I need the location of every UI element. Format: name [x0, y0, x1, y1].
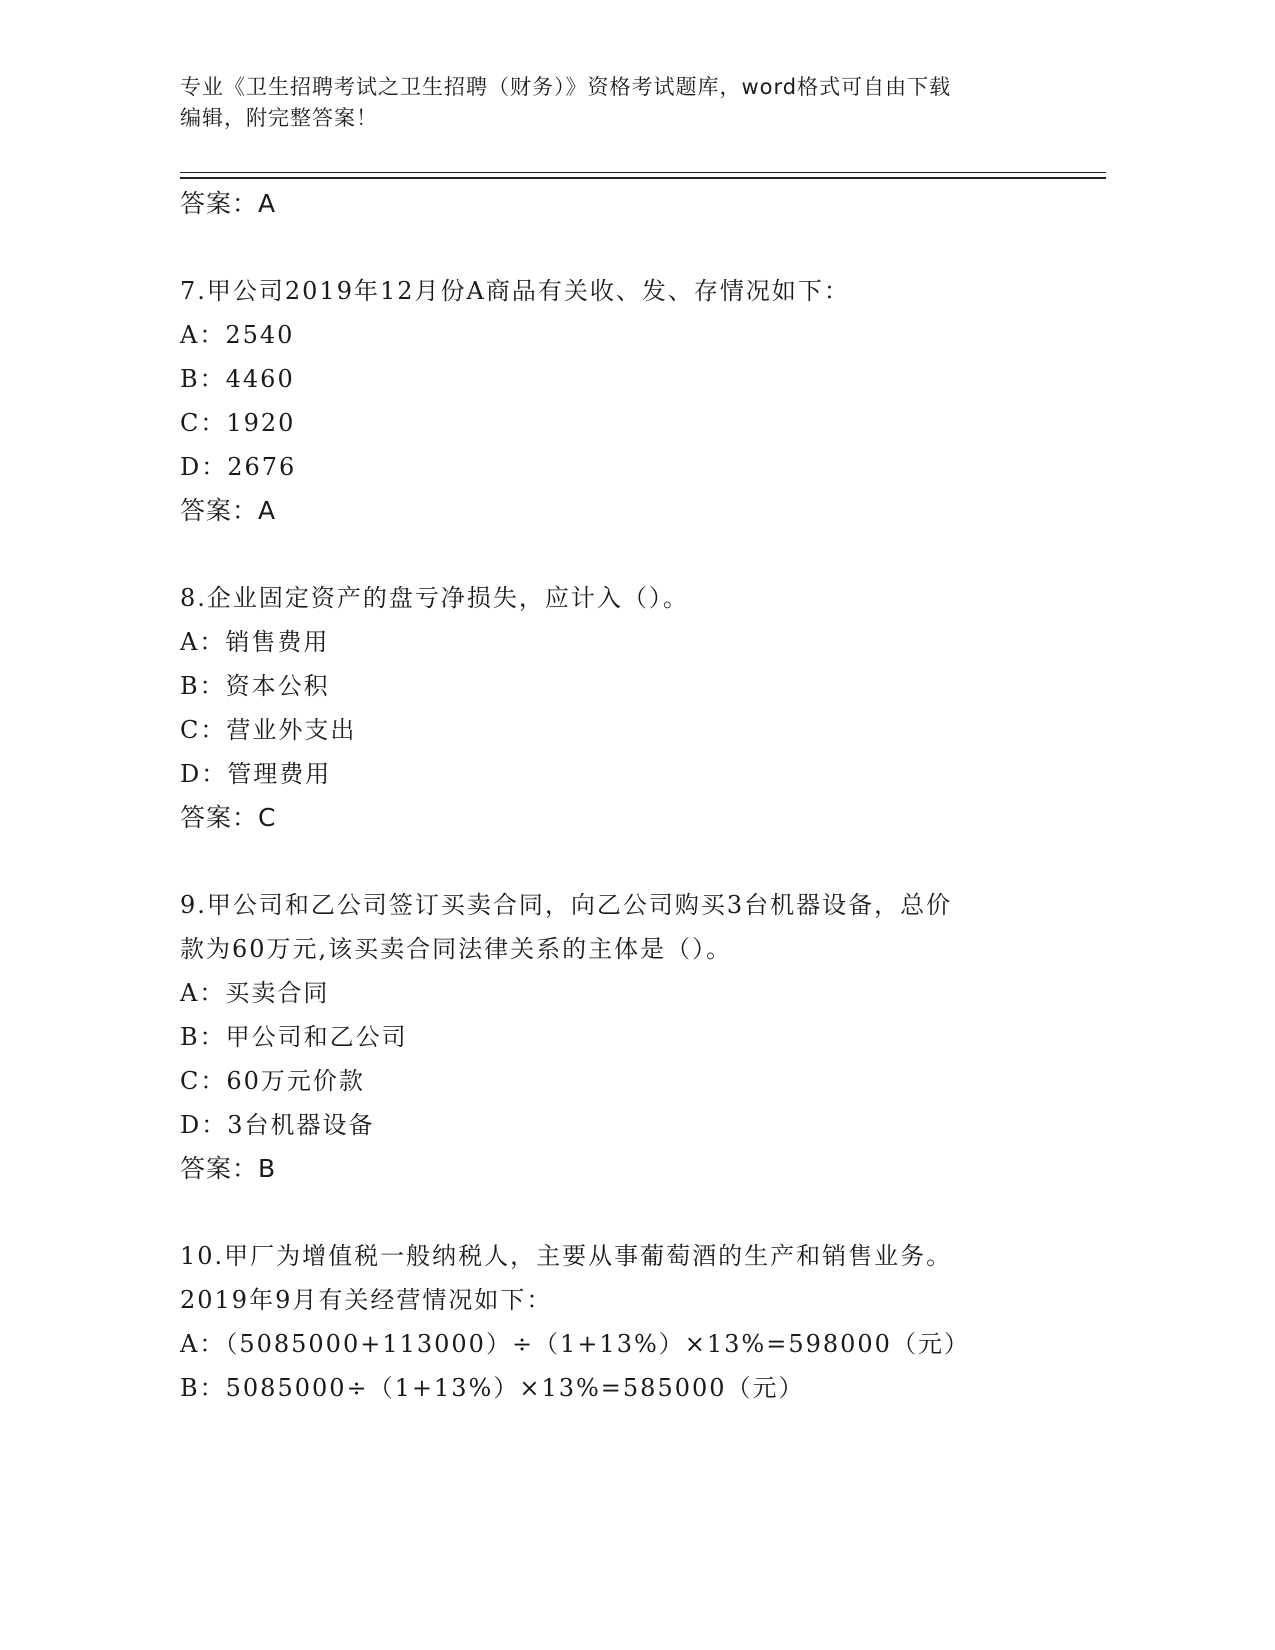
option-d: D：3台机器设备: [180, 1111, 375, 1139]
question-list: [180, 182, 1100, 1410]
option-a: A：2540: [180, 321, 295, 349]
question-9: [180, 883, 1100, 1191]
question-stem: 7.甲公司2019年12月份A商品有关收、发、存情况如下：: [180, 277, 850, 305]
option-c: C：营业外支出: [180, 716, 357, 744]
header-line-2: 编辑，附完整答案！: [180, 106, 378, 130]
header-divider-thick: [180, 177, 1106, 179]
question-stem-line-1: 10.甲厂为增值税一般纳税人，主要从事葡萄酒的生产和销售业务。: [180, 1242, 953, 1270]
spacer: [180, 1191, 1100, 1234]
header-divider-thin: [180, 172, 1106, 173]
option-d: D：2676: [180, 453, 297, 481]
question-stem-line-1: 9.甲公司和乙公司签订买卖合同，向乙公司购买3台机器设备，总价: [180, 891, 953, 919]
option-b: B：5085000÷（1+13%）×13%=585000（元）: [180, 1374, 805, 1402]
option-b: B：4460: [180, 365, 295, 393]
answer-q6: 答案：A: [180, 189, 277, 218]
question-7: [180, 269, 1100, 533]
option-a: A：买卖合同: [180, 979, 330, 1007]
spacer: [180, 226, 1100, 269]
option-c: C：1920: [180, 409, 296, 437]
option-c: C：60万元价款: [180, 1067, 365, 1095]
option-d: D：管理费用: [180, 760, 332, 788]
option-a: A：（5085000+113000）÷（1+13%）×13%=598000（元）: [180, 1330, 970, 1358]
header-line-1: 专业《卫生招聘考试之卫生招聘（财务）》资格考试题库，word格式可自由下载: [180, 75, 952, 99]
answer-q9: 答案：B: [180, 1154, 277, 1183]
question-stem-line-2: 款为60万元,该买卖合同法律关系的主体是（）。: [180, 935, 733, 963]
option-b: B：资本公积: [180, 672, 330, 700]
spacer: [180, 533, 1100, 576]
option-a: A：销售费用: [180, 628, 330, 656]
answer-q7: 答案：A: [180, 496, 277, 525]
question-stem: 8.企业固定资产的盘亏净损失，应计入（）。: [180, 584, 689, 612]
option-b: B：甲公司和乙公司: [180, 1023, 408, 1051]
answer-q8: 答案：C: [180, 803, 277, 832]
spacer: [180, 840, 1100, 883]
question-10: [180, 1234, 1100, 1410]
question-8: [180, 576, 1100, 840]
question-stem-line-2: 2019年9月有关经营情况如下：: [180, 1286, 553, 1314]
document-header: [180, 72, 1050, 134]
